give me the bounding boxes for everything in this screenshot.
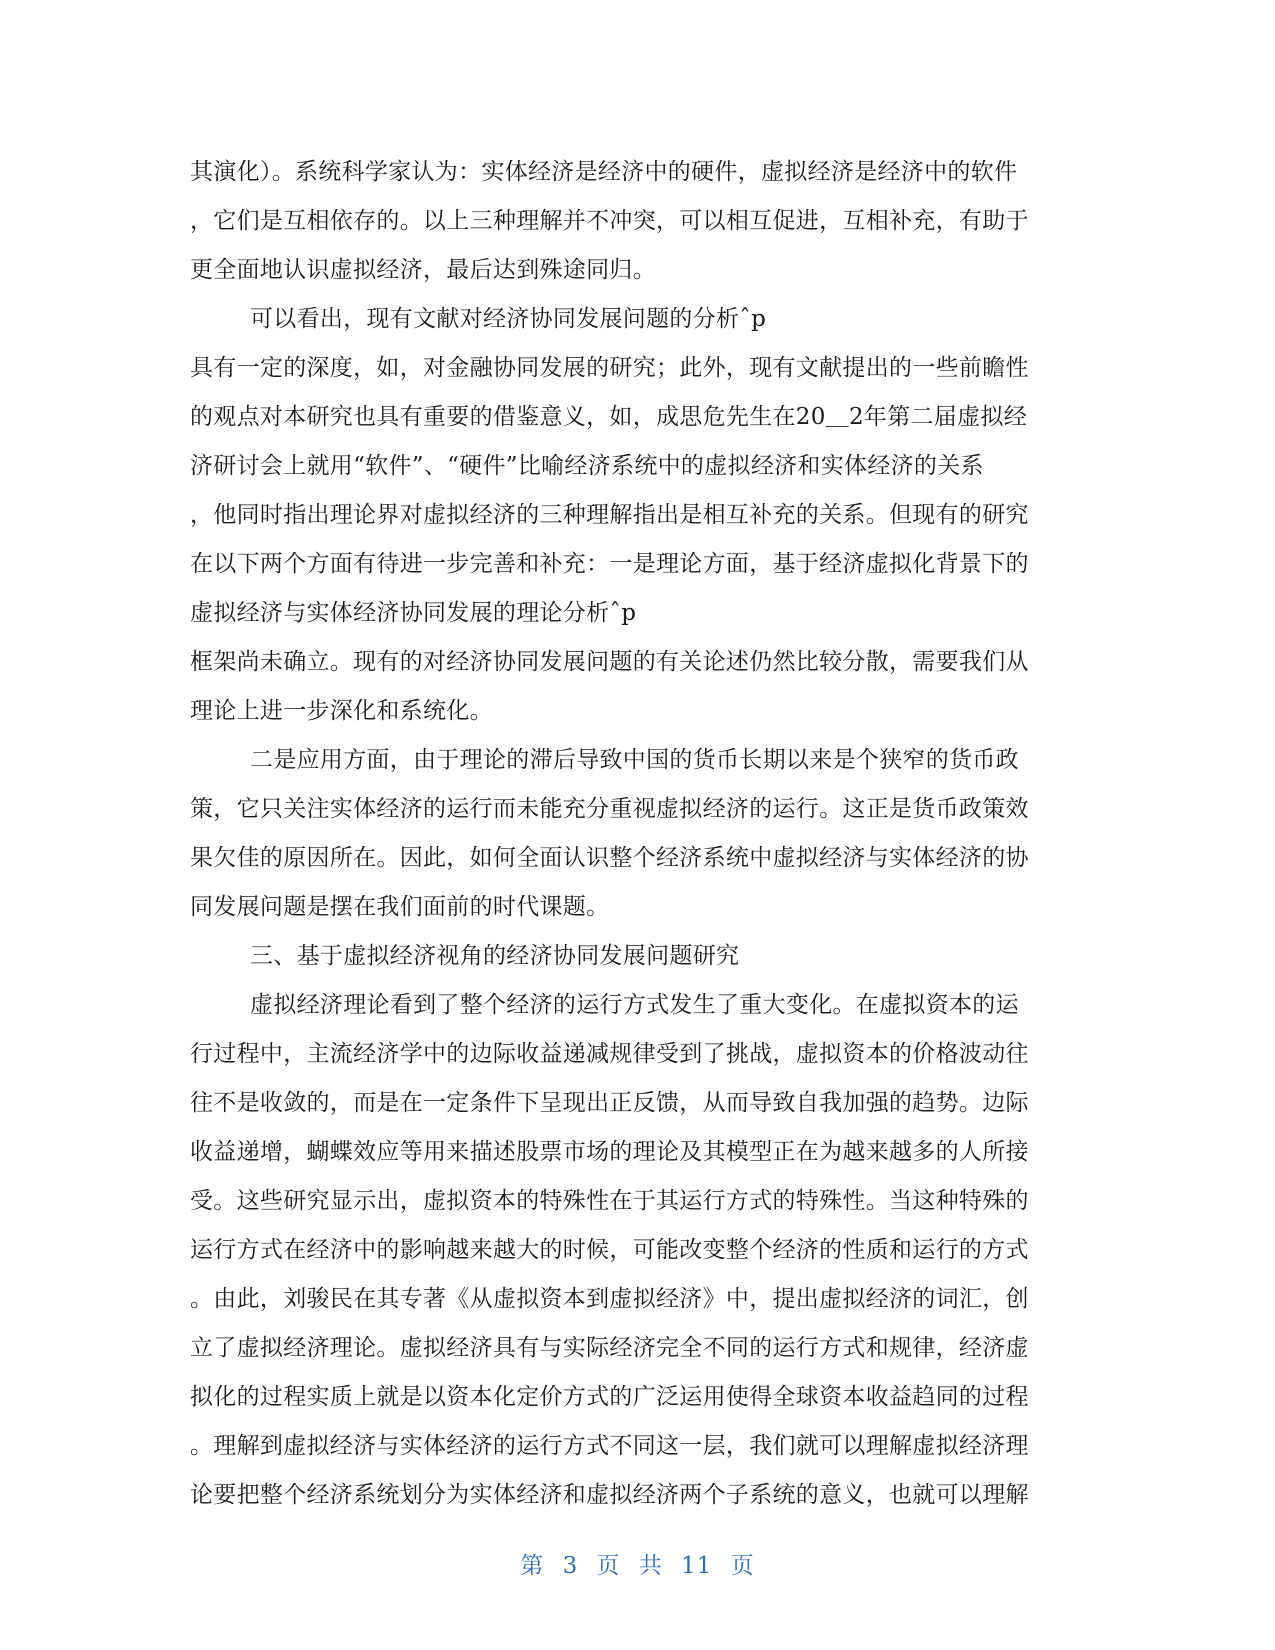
page-number-footer: 第 3 页 共 11 页 (520, 1553, 755, 1579)
text-line: 立了虚拟经济理论。虚拟经济具有与实际经济完全不同的运行方式和规律，经济虚 (190, 1335, 1029, 1361)
text-line: ，它们是互相依存的。以上三种理解并不冲突，可以相互促进，互相补充，有助于 (190, 208, 1029, 234)
text-line: 在以下两个方面有待进一步完善和补充：一是理论方面，基于经济虚拟化背景下的 (190, 551, 1029, 577)
text-line: 更全面地认识虚拟经济，最后达到殊途同归。 (190, 257, 656, 283)
text-line: 。理解到虚拟经济与实体经济的运行方式不同这一层，我们就可以理解虚拟经济理 (190, 1433, 1029, 1459)
text-line: 济研讨会上就用“软件”、“硬件”比喻经济系统中的虚拟经济和实体经济的关系 (190, 453, 984, 479)
paragraph-start-line: 可以看出，现有文献对经济协同发展问题的分析ˆp (250, 306, 767, 332)
text-line: 受。这些研究显示出，虚拟资本的特殊性在于其运行方式的特殊性。当这种特殊的 (190, 1188, 1029, 1214)
text-line: 虚拟经济与实体经济协同发展的理论分析ˆp (190, 600, 637, 626)
text-line: 其演化）。系统科学家认为：实体经济是经济中的硬件，虚拟经济是经济中的软件 (190, 159, 1018, 185)
text-line: 行过程中，主流经济学中的边际收益递减规律受到了挑战，虚拟资本的价格波动往 (190, 1041, 1029, 1067)
text-line: 果欠佳的原因所在。因此，如何全面认识整个经济系统中虚拟经济与实体经济的协 (190, 845, 1029, 871)
text-line: 运行方式在经济中的影响越来越大的时候，可能改变整个经济的性质和运行的方式 (190, 1237, 1029, 1263)
text-line: 同发展问题是摆在我们面前的时代课题。 (190, 894, 610, 920)
text-line: 论要把整个经济系统划分为实体经济和虚拟经济两个子系统的意义，也就可以理解 (190, 1482, 1029, 1508)
text-line: 往不是收敛的，而是在一定条件下呈现出正反馈，从而导致自我加强的趋势。边际 (190, 1090, 1029, 1116)
text-line: 框架尚未确立。现有的对经济协同发展问题的有关论述仍然比较分散，需要我们从 (190, 649, 1029, 675)
paragraph-start-line: 二是应用方面，由于理论的滞后导致中国的货币长期以来是个狭窄的货币政 (250, 747, 1019, 773)
text-line: 的观点对本研究也具有重要的借鉴意义，如，成思危先生在20＿2年第二届虚拟经 (190, 404, 1027, 430)
text-line: 策，它只关注实体经济的运行而未能充分重视虚拟经济的运行。这正是货币政策效 (190, 796, 1029, 822)
document-body (190, 148, 1090, 1520)
text-line: 具有一定的深度，如，对金融协同发展的研究；此外，现有文献提出的一些前瞻性 (190, 355, 1029, 381)
text-line: 拟化的过程实质上就是以资本化定价方式的广泛运用使得全球资本收益趋同的过程 (190, 1384, 1029, 1410)
text-line: 理论上进一步深化和系统化。 (190, 698, 493, 724)
text-line: ，他同时指出理论界对虚拟经济的三种理解指出是相互补充的关系。但现有的研究 (190, 502, 1029, 528)
text-line: 。由此，刘骏民在其专著《从虚拟资本到虚拟经济》中，提出虚拟经济的词汇，创 (190, 1286, 1029, 1312)
section-heading: 三、基于虚拟经济视角的经济协同发展问题研究 (250, 943, 740, 969)
paragraph-start-line: 虚拟经济理论看到了整个经济的运行方式发生了重大变化。在虚拟资本的运 (250, 992, 1019, 1018)
text-line: 收益递增，蝴蝶效应等用来描述股票市场的理论及其模型正在为越来越多的人所接 (190, 1139, 1029, 1165)
